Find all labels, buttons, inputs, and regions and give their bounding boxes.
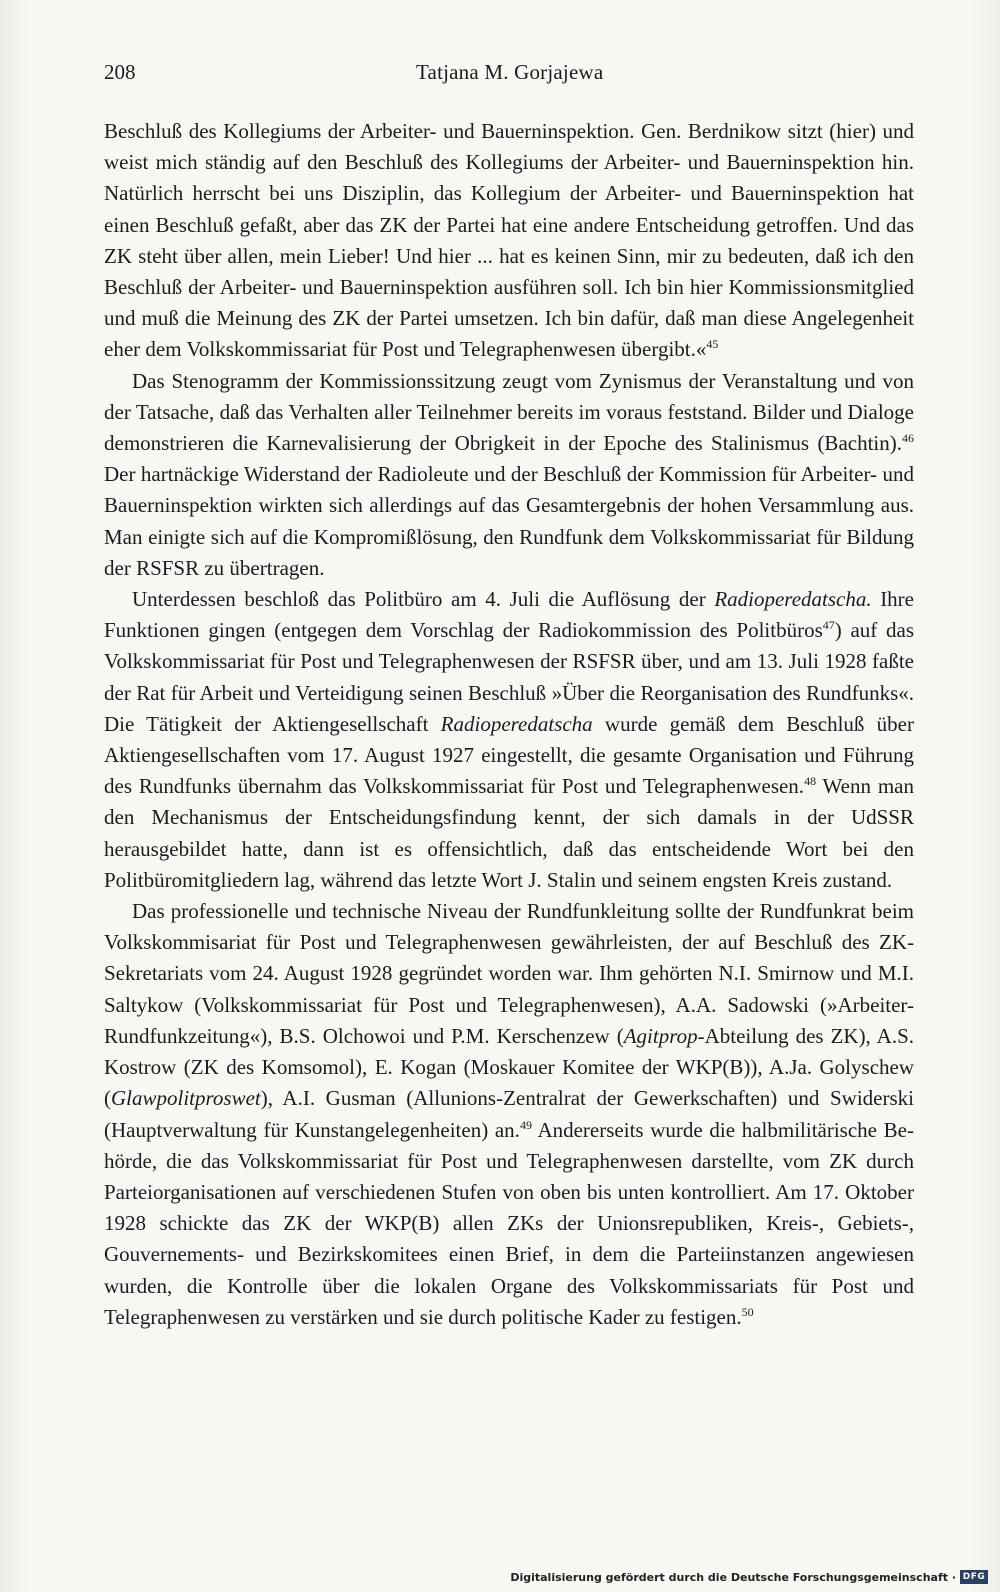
italic-term: Radioperedatscha (440, 711, 593, 736)
digitization-footer (510, 1566, 988, 1588)
italic-term: Glawpolitproswet (111, 1086, 261, 1111)
body-text (104, 116, 914, 1333)
footnote-ref: 50 (741, 1304, 754, 1319)
footnote-ref: 49 (519, 1117, 532, 1132)
paragraph-4: Das professionelle und technische Niveau der Rundfunkleitung sollte der Rundfunkrat beim Volkskommisariat für Post und Telegraphenwesen gewährleisten, der auf Beschluß des ZK-Sekretariats vom 24. August 1928 gegründet worden war. Ihm gehörten N.I. Smirnow und M.I. Saltykow (Volkskommissariat für Post und Telegraphenwesen), A.A. Sadowski (»Arbeiter-Rundfunkzeitung«), B.S. Olchowoi und P.M. Kerschenzew (Agitprop-Abteilung des ZK), A.S. Kostrow (ZK des Komsomol), E. Kogan (Moskauer Komitee der WKP(B)), A.Ja. Golyschew (Glawpolitproswet), A.I. Gusman (Allunions-Zentralrat der Gewerkschaften) und Swiderski (Hauptverwaltung für Kunstangelegenheiten) an.$^{49}$ Andererseits wurde die halbmilitärische Behörde, die das Volkskommissariat für Post und Telegraphenwesen darstellte, vom ZK durch Parteiorganisationen auf verschiedenen Stufen von oben bis unten kontrolliert. Am 17. Oktober 1928 schickte das ZK der WKP(B) allen ZKs der Unionsrepubliken, Kreis-, Gebiets-, Gouvernements- und Bezirkskomitees einen Brief, in dem die Parteiinstanzen angewiesen wurden, die Kontrolle über die lokalen Organe des Volkskommissariats für Post und Telegraphenwesen zu verstärken und sie durch politische Kader zu festigen.$^{50}$ (104, 899, 914, 1329)
running-head: Tatjana M. Gorjajewa (416, 60, 604, 84)
page-header (104, 60, 914, 90)
paragraph-3: Unterdessen beschloß das Politbüro am 4. Juli die Auflösung der Radioperedatscha. Ihre Funktionen gingen (entgegen dem Vorschlag der Radiokommission des Politbüros$^{47}$) auf das Volkskommissariat für Post und Telegraphenwesen der RSFSR über, und am 13. Juli 1928 faßte der Rat für Arbeit und Verteidigung seinen Beschluß »Über die Reorganisation des Rundfunks«. Die Tätigkeit der Aktiengesellschaft Radioperedatscha wurde gemäß dem Beschluß über Aktiengesellschaften vom 17. August 1927 eingestellt, die gesamte Organisation und Führung des Rundfunks übernahm das Volkskommissariat für Post und Telegraphenwesen.$^{48}$ Wenn man den Mechanismus der Entscheidungsfindung kennt, der sich damals in der UdSSR herausgebildet hatte, dann ist es offensichtlich, daß das entscheidende Wort bei den Politbüromitgliedern lag, während das letzte Wort J. Stalin und seinem engsten Kreis zustand. (104, 587, 914, 892)
paragraph-1: Beschluß des Kollegiums der Arbeiter- und Bauerninspektion. Gen. Berdnikow sitzt (hier) und weist mich ständig auf den Beschluß des Kollegiums der Arbeiter- und Bauerninspektion hin. Natürlich herrscht bei uns Disziplin, das Kollegium der Arbeiter- und Bauerninspektion hat einen Beschluß gefaßt, aber das ZK der Partei hat eine andere Entscheidung getroffen. Und das ZK steht über allen, mein Lieber! Und hier ... hat es keinen Sinn, mir zu bedeuten, daß ich den Beschluß der Arbeiter- und Bauerninspektion ausführen soll. Ich bin hier Kommissionsmitglied und muß die Meinung des ZK der Partei umsetzen. Ich bin dafür, daß man diese Angelegenheit eher dem Volkskommissariat für Post und Telegraphenwesen übergibt.«$^{45}$ (104, 119, 914, 362)
italic-term: Radioperedatscha. (714, 587, 872, 612)
footer-text: Digitalisierung gefördert durch die Deutsche Forschungsgemeinschaft · (510, 1570, 956, 1584)
footnote-ref: 47 (822, 618, 835, 633)
footnote-ref: 45 (706, 337, 719, 352)
italic-term: Agitprop (623, 1023, 698, 1048)
dfg-logo-icon: DFG (960, 1570, 988, 1584)
footnote-ref: 46 (902, 431, 914, 446)
page-number: 208 (104, 60, 136, 84)
paragraph-2: Das Stenogramm der Kommissionssitzung zeugt vom Zynismus der Veranstaltung und von der Tatsache, daß das Verhalten aller Teilnehmer bereits im voraus feststand. Bilder und Dialoge demonstrieren die Karnevalisierung der Obrigkeit in der Epoche des Stalinismus (Bachtin).$^{46}$ Der hartnäckige Widerstand der Radioleute und der Beschluß der Kommission für Arbeiter- und Bauerninspektion wirkten sich allerdings auf das Gesamtergebnis der hohen Versammlung aus. Man einigte sich auf die Kompromißlösung, den Rundfunk dem Volkskommissariat für Bildung der RSFSR zu übertragen. (104, 368, 914, 580)
footnote-ref: 48 (804, 774, 817, 789)
